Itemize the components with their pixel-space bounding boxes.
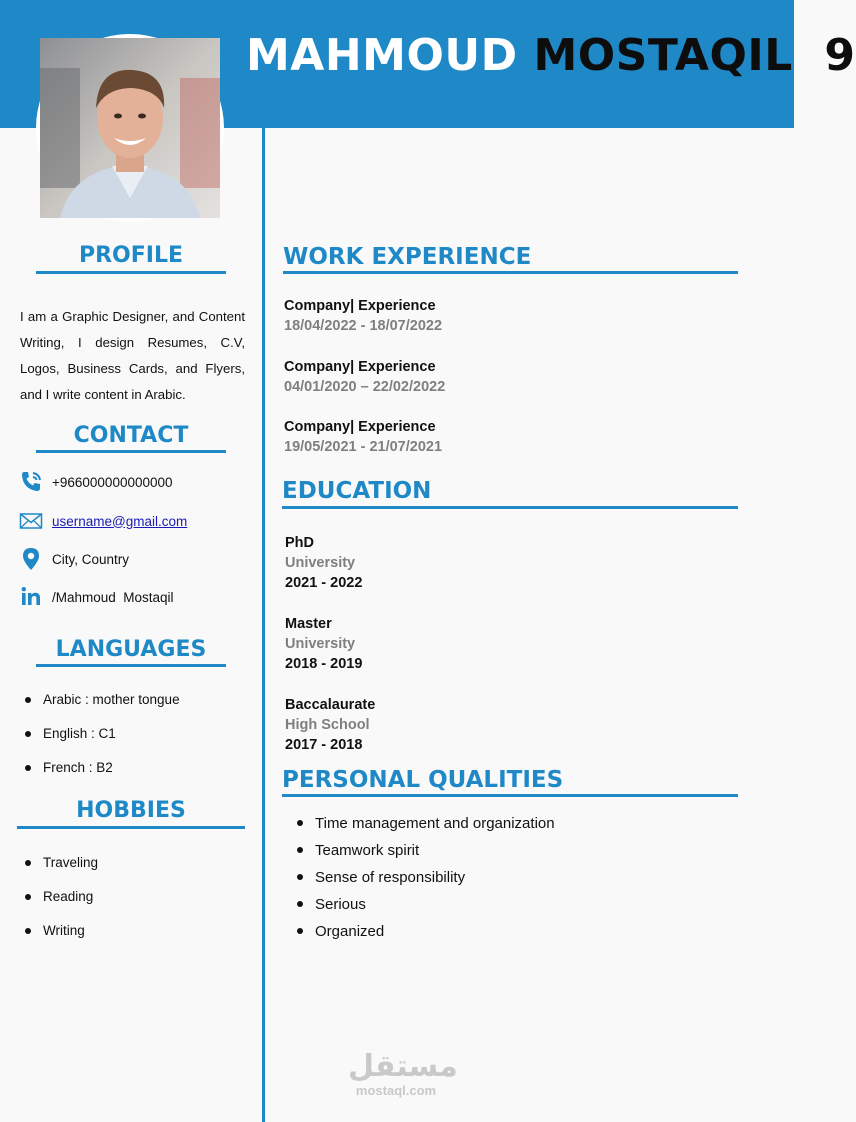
column-divider bbox=[262, 128, 265, 1122]
languages-rule bbox=[36, 664, 226, 667]
contact-email-row bbox=[18, 508, 187, 534]
work-dates: 18/04/2022 - 18/07/2022 bbox=[284, 318, 443, 334]
education-item bbox=[285, 695, 375, 755]
contact-rule bbox=[36, 450, 226, 453]
education-heading: EDUCATION bbox=[282, 478, 432, 504]
languages-item: English : C1 bbox=[25, 724, 180, 758]
education-years: 2018 - 2019 bbox=[285, 656, 363, 672]
education-degree: PhD bbox=[285, 535, 314, 551]
education-years: 2017 - 2018 bbox=[285, 737, 363, 753]
contact-email-link[interactable]: username@gmail.com bbox=[52, 513, 188, 529]
qualities-item: Time management and organization bbox=[297, 814, 555, 841]
education-rule bbox=[282, 506, 738, 509]
portrait-illustration bbox=[40, 38, 220, 218]
work-rule bbox=[283, 271, 738, 274]
contact-location: City, Country bbox=[52, 551, 130, 567]
hobbies-list bbox=[25, 853, 98, 955]
contact-heading: CONTACT bbox=[73, 423, 189, 448]
education-item bbox=[285, 533, 362, 593]
languages-heading: LANGUAGES bbox=[55, 637, 207, 662]
education-years: 2021 - 2022 bbox=[285, 575, 363, 591]
contact-phone: +966000000000000 bbox=[52, 474, 173, 490]
contact-phone-row bbox=[18, 469, 173, 495]
watermark bbox=[348, 1049, 458, 1098]
work-item bbox=[284, 417, 442, 457]
work-dates: 19/05/2021 - 21/07/2021 bbox=[284, 439, 443, 455]
education-degree: Master bbox=[285, 616, 332, 632]
education-school: University bbox=[285, 555, 356, 571]
profile-photo bbox=[36, 34, 224, 222]
hobbies-item: Traveling bbox=[25, 853, 98, 887]
education-school: High School bbox=[285, 717, 370, 733]
qualities-rule bbox=[282, 794, 738, 797]
languages-item: French : B2 bbox=[25, 758, 180, 792]
first-name: MAHMOUD bbox=[246, 30, 518, 81]
watermark-latin: mostaql.com bbox=[355, 1083, 437, 1098]
qualities-list bbox=[297, 814, 555, 949]
languages-list bbox=[25, 690, 180, 792]
hobbies-heading: HOBBIES bbox=[76, 798, 186, 823]
last-name: MOSTAQIL 9 bbox=[533, 30, 856, 81]
education-school: University bbox=[285, 636, 356, 652]
work-title: Company| Experience bbox=[284, 419, 436, 435]
hobbies-item: Writing bbox=[25, 921, 98, 955]
contact-linkedin-row bbox=[18, 584, 174, 610]
work-heading: WORK EXPERIENCE bbox=[283, 244, 532, 270]
qualities-item: Organized bbox=[297, 922, 555, 949]
contact-location-row bbox=[18, 546, 129, 572]
work-title: Company| Experience bbox=[284, 298, 436, 314]
languages-item: Arabic : mother tongue bbox=[25, 690, 180, 724]
profile-summary: I am a Graphic Designer, and Content Writing, I design Resumes, C.V, Logos, Business Cards, and Flyers, and I write content in Arabic. bbox=[20, 309, 245, 402]
education-item bbox=[285, 614, 362, 674]
hobbies-item: Reading bbox=[25, 887, 98, 921]
qualities-item: Teamwork spirit bbox=[297, 841, 555, 868]
contact-linkedin: /Mahmoud Mostaqil bbox=[52, 589, 174, 605]
envelope-icon bbox=[18, 508, 44, 534]
linkedin-icon bbox=[18, 584, 44, 610]
location-pin-icon bbox=[18, 546, 44, 572]
work-item bbox=[284, 357, 445, 397]
work-item bbox=[284, 296, 442, 336]
work-dates: 04/01/2020 – 22/02/2022 bbox=[284, 379, 446, 395]
qualities-item: Serious bbox=[297, 895, 555, 922]
profile-rule bbox=[36, 271, 226, 274]
hobbies-rule bbox=[17, 826, 245, 829]
work-title: Company| Experience bbox=[284, 359, 436, 375]
watermark-arabic: مستقل bbox=[348, 1049, 458, 1084]
qualities-item: Sense of responsibility bbox=[297, 868, 555, 895]
resume-name bbox=[246, 30, 856, 82]
education-degree: Baccalaurate bbox=[285, 697, 376, 713]
phone-icon bbox=[18, 469, 44, 495]
profile-heading: PROFILE bbox=[78, 243, 184, 268]
qualities-heading: PERSONAL QUALITIES bbox=[282, 767, 564, 793]
